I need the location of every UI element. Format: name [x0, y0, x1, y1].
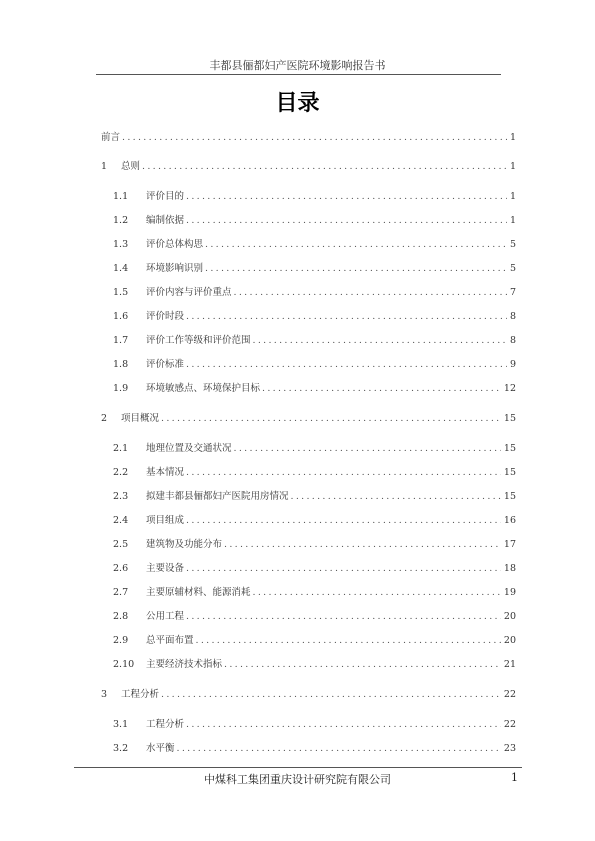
toc-entry-number: 1.5: [113, 287, 129, 298]
toc-entry[interactable]: [113, 310, 516, 324]
page-title: 目录: [275, 91, 320, 116]
toc-entry-number: 1.9: [113, 383, 129, 394]
toc-entry[interactable]: [113, 742, 516, 756]
running-header: 丰都县俪都妇产医院环境影响报告书: [209, 59, 386, 72]
toc-entry-title: 评价时段: [146, 311, 185, 322]
toc-entry-page: 23: [503, 743, 516, 754]
toc-entry-title: 地理位置及交通状况: [146, 443, 232, 454]
toc-entry[interactable]: [113, 466, 516, 480]
toc-dot-leader: [186, 358, 507, 372]
toc-entry-page: 1: [509, 215, 516, 226]
toc-entry-number: 2.2: [113, 467, 129, 478]
toc-dot-leader: [262, 382, 501, 396]
toc-entry-number: 1: [101, 161, 108, 172]
toc-entry[interactable]: [113, 514, 516, 528]
toc-entry-title: 项目组成: [146, 515, 185, 526]
toc-entry-title: 评价目的: [146, 191, 185, 202]
toc-entry-number: 3.2: [113, 743, 129, 754]
toc-entry[interactable]: [113, 358, 516, 372]
toc-entry-page: 17: [503, 539, 516, 550]
toc-entry-page: 22: [503, 719, 516, 730]
toc-entry-number: 2.8: [113, 611, 129, 622]
toc-dot-leader: [291, 490, 501, 504]
toc-entry-page: 20: [503, 611, 516, 622]
toc-entry-number: 1.1: [113, 191, 129, 202]
toc-entry[interactable]: [113, 610, 516, 624]
toc-entry-number: 2: [101, 413, 108, 424]
toc-entry-page: 7: [509, 287, 516, 298]
toc-entry-page: 5: [509, 239, 516, 250]
toc-entry-number: 2.4: [113, 515, 129, 526]
toc-entry-number: 2.5: [113, 539, 129, 550]
toc-entry-page: 22: [503, 689, 516, 700]
toc-entry-title: 公用工程: [146, 611, 185, 622]
toc-dot-leader: [186, 514, 501, 528]
toc-dot-leader: [205, 238, 507, 252]
toc-entry-page: 21: [503, 659, 516, 670]
toc-entry-number: 1.2: [113, 215, 129, 226]
toc-entry[interactable]: [113, 538, 516, 552]
toc-entry-number: 3.1: [113, 719, 129, 730]
toc-entry-title: 主要经济技术指标: [146, 659, 223, 670]
toc-entry-title: 评价工作等级和评价范围: [146, 335, 251, 346]
toc-entry[interactable]: [113, 190, 516, 204]
toc-dot-leader: [186, 718, 501, 732]
toc-dot-leader: [253, 334, 507, 348]
toc-entry[interactable]: [101, 131, 516, 145]
toc-entry-title: 评价标准: [146, 359, 185, 370]
toc-entry-page: 1: [509, 132, 516, 143]
toc-entry-title: 工程分析: [146, 719, 185, 730]
toc-entry-number: 1.4: [113, 263, 129, 274]
toc-entry[interactable]: [101, 412, 516, 426]
toc-dot-leader: [186, 310, 507, 324]
toc-entry[interactable]: [113, 286, 516, 300]
toc-entry-page: 15: [503, 467, 516, 478]
toc-dot-leader: [186, 562, 501, 576]
toc-entry-page: 19: [503, 587, 516, 598]
toc-dot-leader: [205, 262, 507, 276]
toc-entry[interactable]: [113, 382, 516, 396]
toc-entry-number: 2.10: [113, 659, 135, 670]
toc-entry[interactable]: [113, 262, 516, 276]
toc-entry-title: 编制依据: [146, 215, 185, 226]
toc-entry-number: 1.6: [113, 311, 129, 322]
toc-entry-page: 5: [509, 263, 516, 274]
toc-entry-title: 环境敏感点、环境保护目标: [146, 383, 261, 394]
toc-entry-number: 2.3: [113, 491, 129, 502]
toc-dot-leader: [224, 538, 501, 552]
toc-entry[interactable]: [101, 688, 516, 702]
toc-entry-number: 1.3: [113, 239, 129, 250]
toc-entry-page: 8: [509, 335, 516, 346]
toc-entry[interactable]: [113, 718, 516, 732]
toc-entry-number: 1.8: [113, 359, 129, 370]
footer-company: 中煤科工集团重庆设计研究院有限公司: [204, 773, 391, 786]
toc-dot-leader: [142, 160, 507, 174]
toc-entry-page: 20: [503, 635, 516, 646]
toc-entry-page: 16: [503, 515, 516, 526]
toc-dot-leader: [253, 586, 501, 600]
toc-entry-title: 基本情况: [146, 467, 185, 478]
toc-entry-title: 主要原辅材料、能源消耗: [146, 587, 251, 598]
toc-entry-page: 15: [503, 413, 516, 424]
toc-dot-leader: [234, 286, 507, 300]
toc-entry-title: 前言: [101, 132, 121, 143]
toc-entry-number: 2.7: [113, 587, 129, 598]
toc-dot-leader: [234, 442, 501, 456]
toc-entry-title: 评价内容与评价重点: [146, 287, 232, 298]
toc-entry[interactable]: [113, 586, 516, 600]
toc-entry-title: 评价总体构思: [146, 239, 204, 250]
toc-entry[interactable]: [113, 214, 516, 228]
toc-entry[interactable]: [113, 658, 516, 672]
toc-entry-number: 2.6: [113, 563, 129, 574]
toc-entry[interactable]: [113, 490, 516, 504]
toc-dot-leader: [161, 688, 501, 702]
toc-entry-title: 总则: [121, 161, 141, 172]
toc-entry-title: 项目概况: [121, 413, 160, 424]
toc-entry-title: 建筑物及功能分布: [146, 539, 223, 550]
toc-entry-title: 工程分析: [121, 689, 160, 700]
toc-dot-leader: [122, 131, 507, 145]
toc-entry-page: 8: [509, 311, 516, 322]
toc-entry[interactable]: [113, 442, 516, 456]
toc-dot-leader: [177, 742, 501, 756]
footer-page-number: 1: [511, 771, 518, 784]
toc-entry[interactable]: [113, 238, 516, 252]
toc-dot-leader: [186, 214, 507, 228]
toc-entry[interactable]: [101, 160, 516, 174]
toc-entry-page: 9: [509, 359, 516, 370]
toc-dot-leader: [224, 658, 501, 672]
toc-entry-title: 环境影响识别: [146, 263, 204, 274]
toc-entry-title: 拟建丰都县俪都妇产医院用房情况: [146, 491, 289, 502]
toc-entry-number: 2.9: [113, 635, 129, 646]
toc-entry-number: 1.7: [113, 335, 129, 346]
toc-dot-leader: [186, 190, 507, 204]
toc-entry-page: 1: [509, 191, 516, 202]
toc-entry-title: 总平面布置: [146, 635, 194, 646]
toc-entry[interactable]: [113, 334, 516, 348]
toc-entry-page: 1: [509, 161, 516, 172]
toc-dot-leader: [186, 610, 501, 624]
toc-entry-number: 2.1: [113, 443, 129, 454]
toc-dot-leader: [186, 466, 501, 480]
toc-dot-leader: [196, 634, 501, 648]
toc-entry[interactable]: [113, 562, 516, 576]
toc-entry-title: 水平衡: [146, 743, 175, 754]
toc-entry[interactable]: [113, 634, 516, 648]
toc-entry-number: 3: [101, 689, 108, 700]
toc-dot-leader: [161, 412, 501, 426]
toc-entry-page: 18: [503, 563, 516, 574]
toc-entry-page: 12: [503, 383, 516, 394]
toc-entry-page: 15: [503, 443, 516, 454]
toc-entry-title: 主要设备: [146, 563, 185, 574]
toc-entry-page: 15: [503, 491, 516, 502]
footer-rule: [74, 767, 522, 768]
header-rule: [96, 74, 501, 75]
